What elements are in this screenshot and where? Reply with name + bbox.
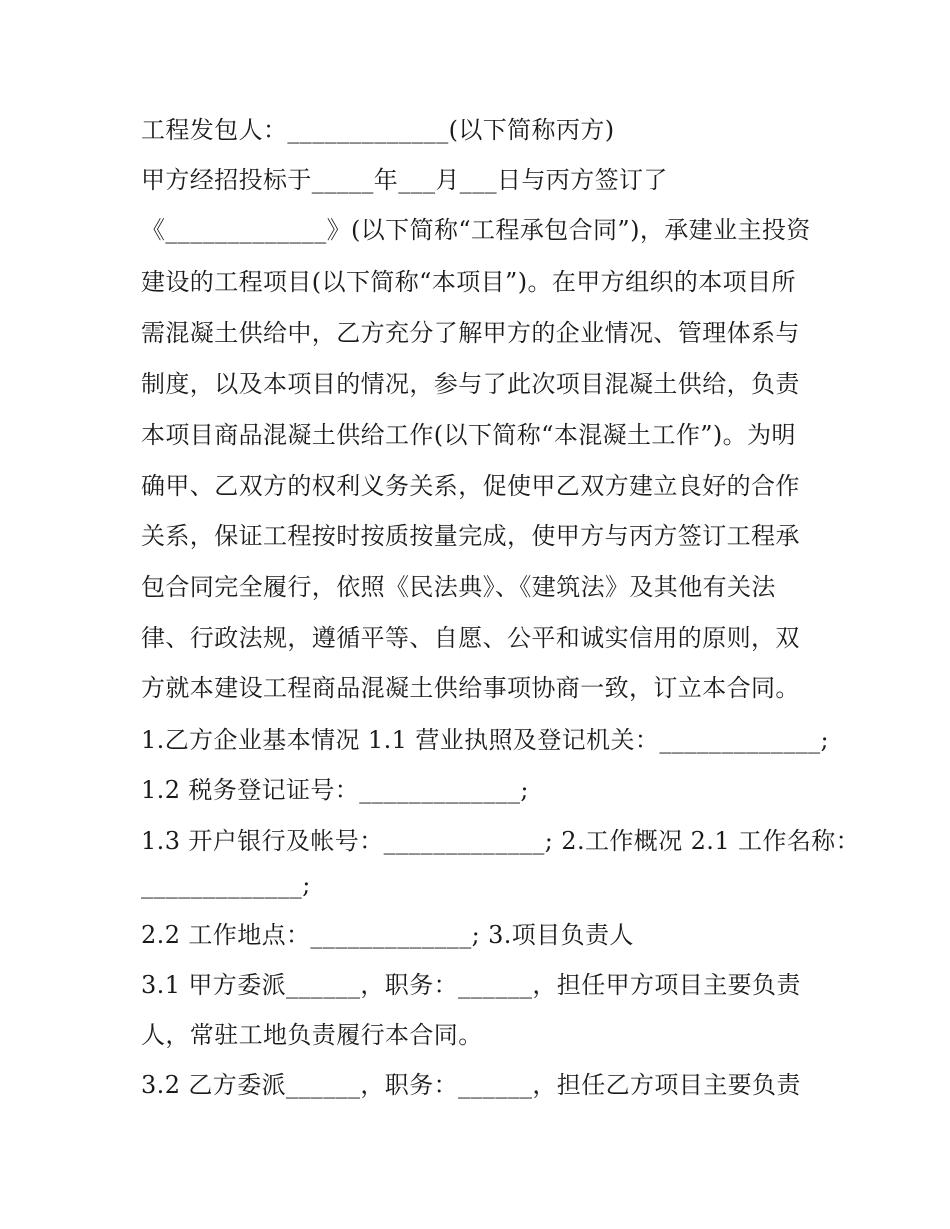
text-line-15: 1.3 开户银行及帐号：_____________; 2.工作概况 2.1 工作名称： [141, 827, 861, 855]
text-line-12: 方就本建设工程商品混凝土供给事项协商一致，订立本合同。 [141, 674, 800, 702]
text-line-20: 3.2 乙方委派______，职务：______，担任乙方项目主要负责 [141, 1071, 801, 1099]
text-line-14: 1.2 税务登记证号：_____________; [141, 776, 529, 804]
text-line-2: 甲方经招投标于_____年___月___日与丙方签订了 [141, 166, 668, 194]
text-line-19: 人，常驻工地负责履行本合同。 [141, 1021, 483, 1049]
text-line-8: 确甲、乙双方的权利义务关系，促使甲乙双方建立良好的合作 [141, 472, 800, 500]
text-line-3: 《_____________》(以下简称“工程承包合同”)，承建业主投资 [141, 216, 811, 244]
text-line-1: 工程发包人：_____________(以下简称丙方) [141, 116, 615, 144]
text-line-6: 制度，以及本项目的情况，参与了此次项目混凝土供给，负责 [141, 370, 800, 398]
text-line-10: 包合同完全履行，依照《民法典》、《建筑法》及其他有关法 [141, 573, 776, 601]
text-line-11: 律、行政法规，遵循平等、自愿、公平和诚实信用的原则，双 [141, 624, 800, 652]
text-line-18: 3.1 甲方委派______，职务：______，担任甲方项目主要负责 [141, 971, 801, 999]
text-line-9: 关系，保证工程按时按质按量完成，使甲方与丙方签订工程承 [141, 522, 800, 550]
text-line-13: 1.乙方企业基本情况 1.1 营业执照及登记机关：_____________; [141, 726, 830, 754]
text-line-7: 本项目商品混凝土供给工作(以下简称“本混凝土工作”)。为明 [141, 421, 796, 449]
text-line-5: 需混凝土供给中，乙方充分了解甲方的企业情况、管理体系与 [141, 319, 800, 347]
text-line-4: 建设的工程项目(以下简称“本项目”)。在甲方组织的本项目所 [141, 268, 796, 296]
text-line-17: 2.2 工作地点：_____________; 3.项目负责人 [141, 921, 634, 949]
text-line-16: _____________; [141, 871, 311, 899]
